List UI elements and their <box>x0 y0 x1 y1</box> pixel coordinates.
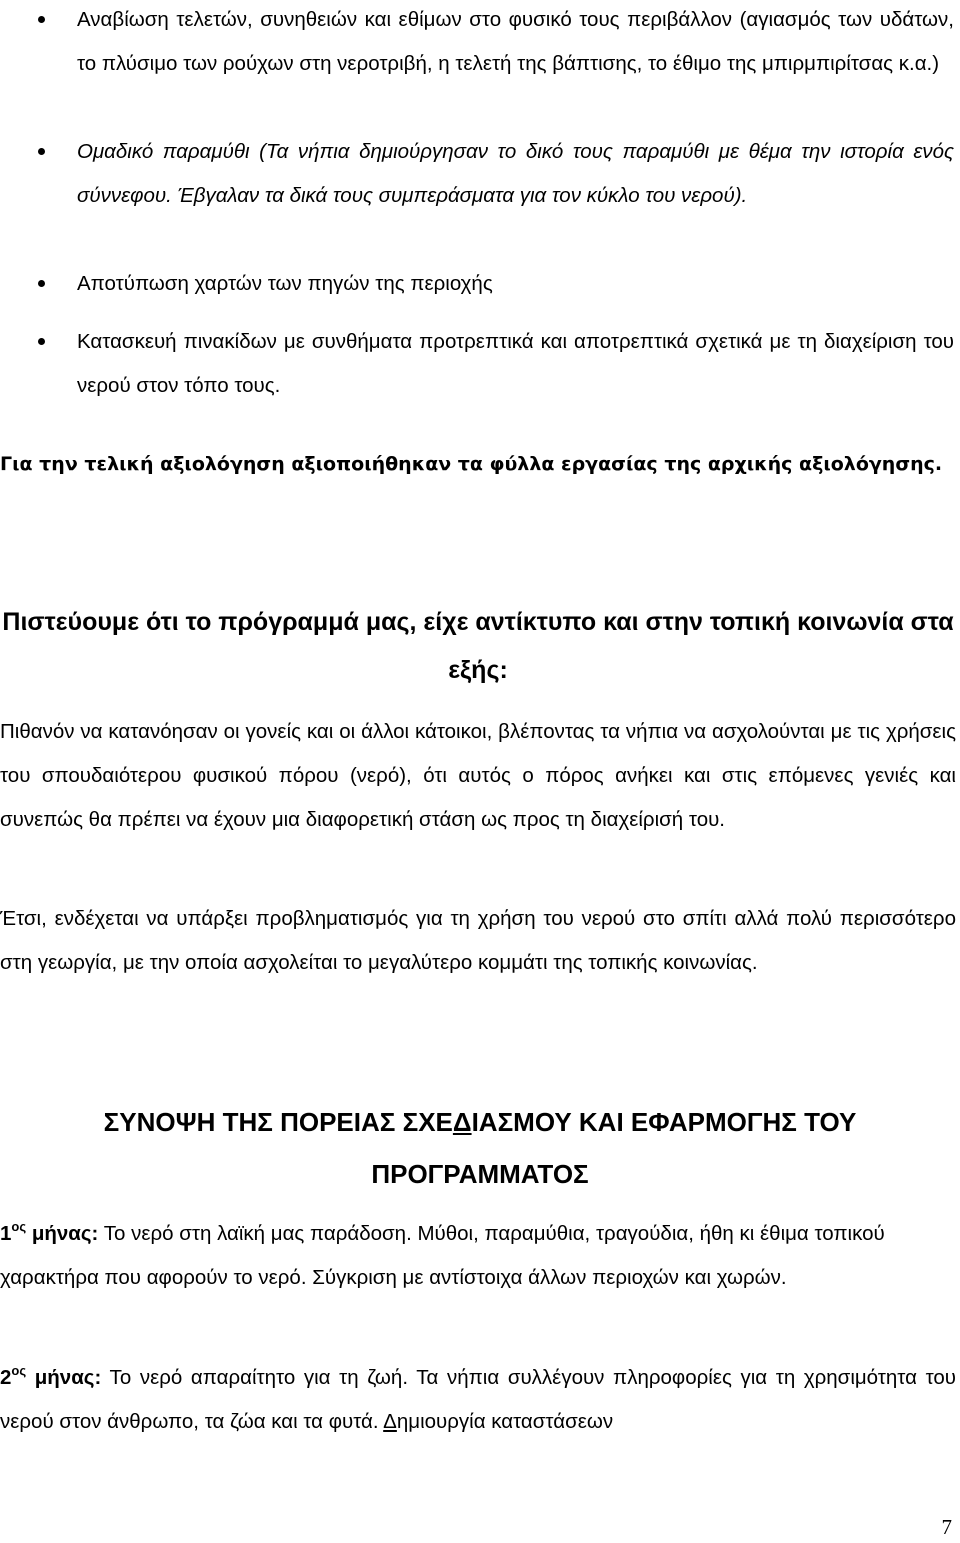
month-2-label: μήνας: <box>34 1366 102 1389</box>
page-number: 7 <box>941 1515 952 1539</box>
bullet-text: Κατασκευή πινακίδων με συνθήματα προτρεπτικά και αποτρεπτικά σχετικά με τη διαχείριση του νερού στον τόπο τους. <box>77 330 954 397</box>
month-1-text: Το νερό στη λαϊκή μας παράδοση. Μύθοι, παραμύθια, τραγούδια, ήθη κι έθιμα τοπικού χαρακτήρα που αφορούν το νερό. Σύγκριση με αντίστοιχα άλλων περιοχών και χωρών. <box>0 1222 885 1289</box>
impact-paragraph-1: Πιθανόν να κατανόησαν οι γονείς και οι άλλοι κάτοικοι, βλέποντας τα νήπια να ασχολούνται με τις χρήσεις του σπουδαιότερου φυσικού πόρου (νερό), ότι αυτός ο πόρος ανήκει και στις επόμενες γενιές και συνεπώς θα πρέπει να έχουν μια διαφορετική στάση ως προς τη διαχείρισή του. <box>0 720 956 831</box>
month-1-superscript: ος <box>11 1219 27 1234</box>
summary-title-part2: ΙΑΣΜΟΥ ΚΑΙ ΕΦΑΡΜΟΓΗΣ ΤΟΥ ΠΡΟΓΡΑΜΜΑΤΟΣ <box>371 1107 857 1189</box>
bullet-icon <box>38 148 45 155</box>
month-1-number: 1 <box>0 1222 12 1245</box>
bullet-item-group-story <box>0 130 960 262</box>
bullet-text: Ομαδικό παραμύθι (Τα νήπια δημιούργησαν το δικό τους παραμύθι με θέμα την ιστορία ενός σύννεφου. Έβγαλαν τα δικά τους συμπεράσματα για τον κύκλο του νερού). <box>77 140 954 207</box>
impact-paragraph-2: Έτσι, ενδέχεται να υπάρξει προβληματισμός για τη χρήση του νερού στο σπίτι αλλά πολύ περισσότερο στη γεωργία, με την οποία ασχολείται το μεγαλύτερο κομμάτι της τοπικής κοινωνίας. <box>0 907 956 974</box>
bullet-icon <box>38 280 45 287</box>
summary-title-part1: ΣΥΝΟΨΗ ΤΗΣ ΠΟΡΕΙΑΣ ΣΧΕ <box>103 1107 453 1137</box>
bullet-icon <box>38 338 45 345</box>
month-2-text-after: ημιουργία καταστάσεων <box>396 1410 614 1433</box>
bullet-icon <box>38 16 45 23</box>
month-2-underlined-letter: Δ <box>383 1410 397 1433</box>
month-2-paragraph <box>0 1356 956 1444</box>
bullet-text: Αναβίωση τελετών, συνηθειών και εθίμων στο φυσικό τους περιβάλλον (αγιασμός των υδάτων, το πλύσιμο των ρούχων στη νεροτριβή, η τελετή της βάπτισης, το έθιμο της μπιρμπιρίτσας κ.α.) <box>77 8 954 75</box>
bullet-text: Αποτύπωση χαρτών των πηγών της περιοχής <box>77 272 493 295</box>
final-evaluation-paragraph: Για την τελική αξιολόγηση αξιοποιήθηκαν τα φύλλα εργασίας της αρχικής αξιολόγησης. <box>0 453 943 475</box>
impact-heading: Πιστεύουμε ότι το πρόγραμμά μας, είχε αντίκτυπο και στην τοπική κοινωνία στα εξής: <box>2 608 954 684</box>
month-1-label: μήνας: <box>31 1222 99 1245</box>
month-2-number: 2 <box>0 1366 12 1389</box>
bullet-item-maps <box>0 262 960 320</box>
summary-title-underlined-letter: Δ <box>452 1107 472 1137</box>
summary-section-title <box>40 1096 920 1200</box>
month-2-superscript: ος <box>11 1363 27 1378</box>
activity-bullet-list <box>0 0 960 408</box>
month-1-paragraph <box>0 1212 940 1300</box>
bullet-item-signs <box>0 320 960 408</box>
bullet-item-customs <box>0 0 960 130</box>
month-2-text: Το νερό απαραίτητο για τη ζωή. Τα νήπια συλλέγουν πληροφορίες για τη χρησιμότητα του νερού στον άνθρωπο, τα ζώα και τα φυτά. <box>0 1366 956 1433</box>
